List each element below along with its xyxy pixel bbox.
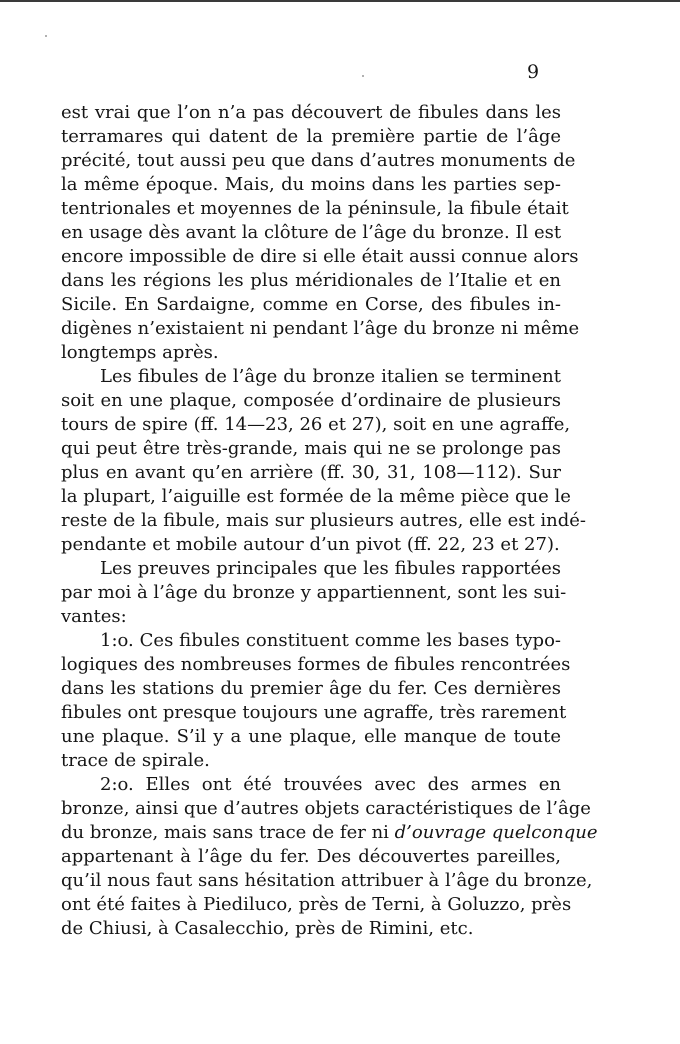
scan-speck: [45, 35, 47, 37]
text-line: de Chiusi, à Casalecchio, près de Rimini, etc.: [61, 918, 474, 939]
text-line: tentrionales et moyennes de la péninsule, la fibule était: [61, 198, 569, 219]
text-line: une plaque. S’il y a une plaque, elle manque de toute: [61, 726, 561, 747]
text-line: soit en une plaque, composée d’ordinaire de plusieurs: [61, 390, 561, 411]
text-line: reste de la fibule, mais sur plusieurs autres, elle est indé-: [61, 510, 587, 531]
text-line: 1:o. Ces fibules constituent comme les bases typo-: [100, 630, 561, 651]
scan-speck: [362, 75, 364, 77]
text-line: plus en avant qu’en arrière (ff. 30, 31, 108—112). Sur: [61, 462, 561, 483]
text-line: terramares qui datent de la première partie de l’âge: [61, 126, 561, 147]
text-line: 2:o. Elles ont été trouvées avec des armes en: [100, 774, 561, 795]
page-number: 9: [527, 61, 540, 83]
text-line: la même époque. Mais, du moins dans les parties sep-: [61, 174, 561, 195]
text-line: Les fibules de l’âge du bronze italien se terminent: [100, 366, 561, 387]
page-top-rule: [0, 0, 680, 2]
text-line: vantes:: [61, 606, 127, 627]
text-line: encore impossible de dire si elle était aussi connue alors: [61, 246, 579, 267]
text-line: la plupart, l’aiguille est formée de la même pièce que le: [61, 486, 571, 507]
body-text: [61, 101, 598, 941]
text-run: du bronze, mais sans trace de fer ni: [61, 822, 389, 843]
text-line: logiques des nombreuses formes de fibules rencontrées: [61, 654, 571, 675]
text-line: est vrai que l’on n’a pas découvert de fibules dans les: [61, 102, 561, 123]
text-line: [61, 821, 598, 845]
text-line: longtemps après.: [61, 342, 219, 363]
text-line: trace de spirale.: [61, 750, 210, 771]
text-line: Sicile. En Sardaigne, comme en Corse, des fibules in-: [61, 294, 561, 315]
text-line: Les preuves principales que les fibules rapportées: [100, 558, 561, 579]
text-line: pendante et mobile autour d’un pivot (ff. 22, 23 et 27).: [61, 534, 560, 555]
text-line: digènes n’existaient ni pendant l’âge du bronze ni même: [61, 318, 580, 339]
text-line: appartenant à l’âge du fer. Des découvertes pareilles,: [61, 846, 561, 867]
text-line: en usage dès avant la clôture de l’âge du bronze. Il est: [61, 222, 562, 243]
text-line: tours de spire (ff. 14—23, 26 et 27), soit en une agraffe,: [61, 414, 571, 435]
text-line: par moi à l’âge du bronze y appartiennent, sont les sui-: [61, 582, 567, 603]
text-line: bronze, ainsi que d’autres objets caractéristiques de l’âge: [61, 798, 591, 819]
text-line: qui peut être très-grande, mais qui ne se prolonge pas: [61, 438, 561, 459]
text-line: fibules ont presque toujours une agraffe, très rarement: [61, 702, 567, 723]
text-line: qu’il nous faut sans hésitation attribuer à l’âge du bronze,: [61, 870, 593, 891]
text-line: dans les stations du premier âge du fer. Ces dernières: [61, 678, 561, 699]
italic-phrase: d’ouvrage quelconque: [394, 822, 598, 843]
text-line: dans les régions les plus méridionales de l’Italie et en: [61, 270, 561, 291]
text-line: ont été faites à Piediluco, près de Terni, à Goluzzo, près: [61, 894, 572, 915]
text-line: précité, tout aussi peu que dans d’autres monuments de: [61, 150, 576, 171]
